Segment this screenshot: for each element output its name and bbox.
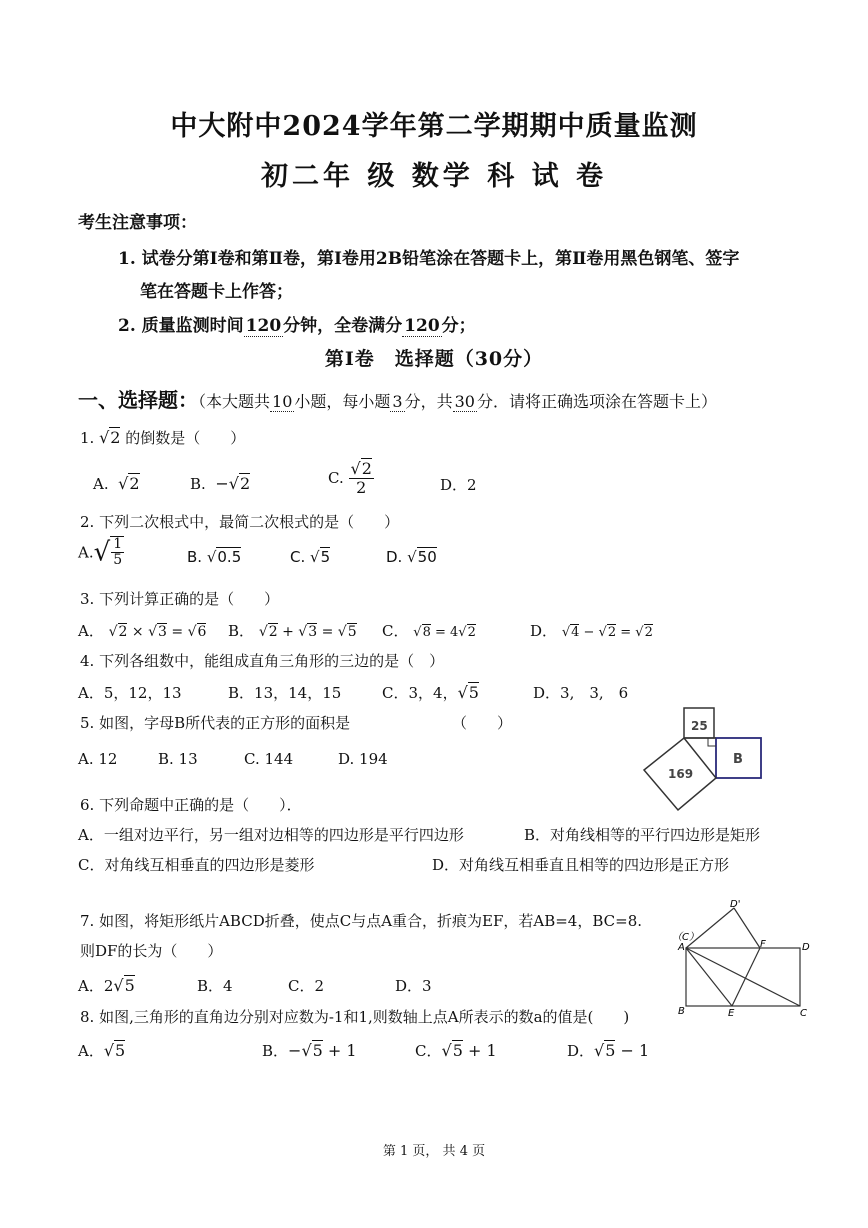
points-total: 30 — [454, 392, 475, 411]
q4-option-b: B．13，14，15 — [228, 684, 342, 702]
q6-option-c: C．对角线互相垂直的四边形是菱形 — [78, 856, 315, 874]
q5-option-d: D. 194 — [338, 750, 388, 768]
q7-rectangle-fold-figure — [672, 898, 822, 1022]
notice-item-2-pre: 2. 质量监测时间 — [118, 316, 244, 336]
q8-option-a: A．√5 — [78, 1041, 126, 1060]
question-1: 1. √2 的倒数是（ ） — [80, 428, 246, 447]
q5-option-c: C. 144 — [244, 750, 294, 768]
part-desc-c: 分，共 — [404, 392, 453, 411]
q7-option-a: A．2√5 — [78, 976, 135, 995]
q7-option-c: C．2 — [288, 977, 325, 995]
q4-c-label: C．3，4， — [382, 684, 458, 702]
q6-option-d: D．对角线互相垂直且相等的四边形是正方形 — [432, 856, 730, 874]
q2-d-label: D. — [386, 548, 403, 566]
q1-radicand: 2 — [110, 428, 121, 447]
part-heading — [78, 384, 717, 413]
label-25: 25 — [691, 719, 708, 733]
full-score: 120 — [404, 316, 440, 336]
q8-d-label: D． — [567, 1042, 595, 1060]
q2-c-label: C. — [290, 548, 306, 566]
q3-option-d: D． √4 − √2 = √2 — [530, 622, 653, 640]
q3-d-label: D． — [530, 622, 558, 640]
q4-option-d: D．3, 3, 6 — [533, 684, 629, 702]
question-7-line-1: 7. 如图，将矩形纸片ABCD折叠，使点C与点A重合，折痕为EF，若AB=4，BC=8. — [80, 912, 643, 930]
q1-option-d: D．2 — [440, 476, 477, 494]
question-count: 10 — [272, 392, 293, 411]
exam-duration: 120 — [245, 316, 282, 336]
label-d-prime: D' — [730, 899, 741, 910]
q5-option-b: B. 13 — [158, 750, 198, 768]
q1-option-a: A. √2 — [93, 474, 140, 493]
q1-c-label: C. — [328, 469, 344, 488]
notice-item-2-mid: 分钟，全卷满分 — [283, 316, 403, 336]
question-8: 8. 如图,三角形的直角边分别对应数为-1和1,则数轴上点A所表示的数a的值是( ) — [80, 1008, 630, 1026]
label-e: E — [728, 1008, 735, 1019]
label-f: F — [760, 939, 766, 950]
notice-item-1-line-2: 笔在答题卡上作答； — [140, 282, 293, 302]
label-b: B — [733, 752, 743, 767]
right-angle-mark — [708, 738, 716, 746]
part-desc-a: （本大题共 — [198, 392, 271, 411]
q7-option-d: D．3 — [395, 977, 432, 995]
q3-option-c: C． √8 = 4√2 — [382, 622, 476, 640]
exam-subtitle: 初二年 级 数学 科 试 卷 — [261, 161, 607, 192]
q3-c-label: C． — [382, 622, 409, 640]
q8-option-d: D．√5 − 1 — [567, 1041, 650, 1060]
question-7-line-2: 则DF的长为（ ） — [80, 942, 223, 960]
q8-b-label: B． — [262, 1042, 289, 1060]
q6-option-b: B．对角线相等的平行四边形是矩形 — [524, 826, 761, 844]
q4-option-c: C．3，4，√5 — [382, 683, 479, 702]
q5-squares-figure — [636, 700, 776, 820]
q3-a-label: A． — [78, 622, 104, 640]
fold-line-ef — [732, 948, 760, 1006]
q5-answer-paren: （ ） — [452, 714, 513, 732]
q7-a-label: A．2 — [78, 977, 114, 995]
q7-option-b: B．4 — [197, 977, 233, 995]
question-4: 4. 下列各组数中，能组成直角三角形的三边的是（ ） — [80, 652, 445, 670]
notice-item-2 — [118, 311, 476, 336]
segment-d-prime-f — [734, 908, 760, 948]
q1-number: 1. — [80, 429, 95, 447]
question-3: 3. 下列计算正确的是（ ） — [80, 590, 280, 608]
q8-c-label: C． — [415, 1042, 442, 1060]
question-5: 5. 如图，字母B所代表的正方形的面积是 — [80, 714, 351, 732]
q4-option-a: A．5，12，13 — [78, 684, 182, 702]
q2-d-radicand: 50 — [417, 548, 437, 566]
label-c-paren: （C） — [672, 932, 699, 943]
q2-c-radicand: 5 — [320, 548, 331, 566]
label-b: B — [678, 1006, 685, 1017]
part-desc-b: 小题，每小题 — [294, 392, 391, 411]
label-c: C — [800, 1008, 807, 1019]
q2-b-radicand: 0.5 — [217, 548, 242, 566]
notice-item-2-post: 分； — [441, 316, 476, 336]
q2-b-label: B. — [187, 548, 203, 566]
q3-option-b: B． √2 + √3 = √5 — [228, 622, 357, 640]
label-a: A — [678, 942, 685, 953]
page-footer: 第 1 页， 共 4 页 — [382, 1144, 486, 1159]
q8-option-c: C．√5 + 1 — [415, 1041, 497, 1060]
exam-title: 中大附中2024学年第二学期期中质量监测 — [170, 111, 698, 142]
q2-option-b: B. √0.5 — [187, 548, 242, 566]
notice-heading: 考生注意事项： — [78, 213, 197, 233]
question-6: 6. 下列命题中正确的是（ ）． — [80, 796, 302, 814]
q6-option-a: A．一组对边平行，另一组对边相等的四边形是平行四边形 — [78, 826, 464, 844]
q1-a-label: A. — [93, 475, 109, 493]
q8-a-label: A． — [78, 1042, 104, 1060]
q3-b-label: B． — [228, 622, 255, 640]
q1-option-b: B. −√2 — [190, 474, 251, 493]
part-desc-d: 分．请将正确选项涂在答题卡上） — [476, 392, 717, 411]
q3-option-a: A． √2 × √3 = √6 — [78, 622, 207, 640]
diagonal-ac — [686, 948, 800, 1006]
question-2: 2. 下列二次根式中，最简二次根式的是（ ） — [80, 513, 400, 531]
q5-option-a: A. 12 — [78, 750, 118, 768]
q2-option-d: D. √50 — [386, 548, 437, 566]
q2-a-label: A. — [78, 543, 94, 562]
points-each: 3 — [392, 392, 403, 411]
notice-item-1-line-1: 1. 试卷分第Ⅰ卷和第Ⅱ卷，第Ⅰ卷用2B铅笔涂在答题卡上，第Ⅱ卷用黑色钢笔、签字 — [118, 249, 740, 269]
q2-option-c: C. √5 — [290, 548, 331, 566]
q1-b-label: B. — [190, 475, 206, 493]
q1-stem: 的倒数是（ ） — [125, 429, 246, 447]
q2-option-a: A.√ $\frac{1}{5}$ — [78, 536, 123, 569]
label-169: 169 — [668, 767, 694, 781]
label-d: D — [802, 942, 810, 953]
q8-option-b: B．−√5 + 1 — [262, 1041, 357, 1060]
segment-ae — [686, 948, 732, 1006]
section-title: 第Ⅰ卷 选择题（30分） — [324, 348, 544, 370]
q1-option-c: C. $\frac{√2}{2}$ — [328, 459, 372, 497]
part-label: 一、选择题： — [78, 388, 198, 412]
